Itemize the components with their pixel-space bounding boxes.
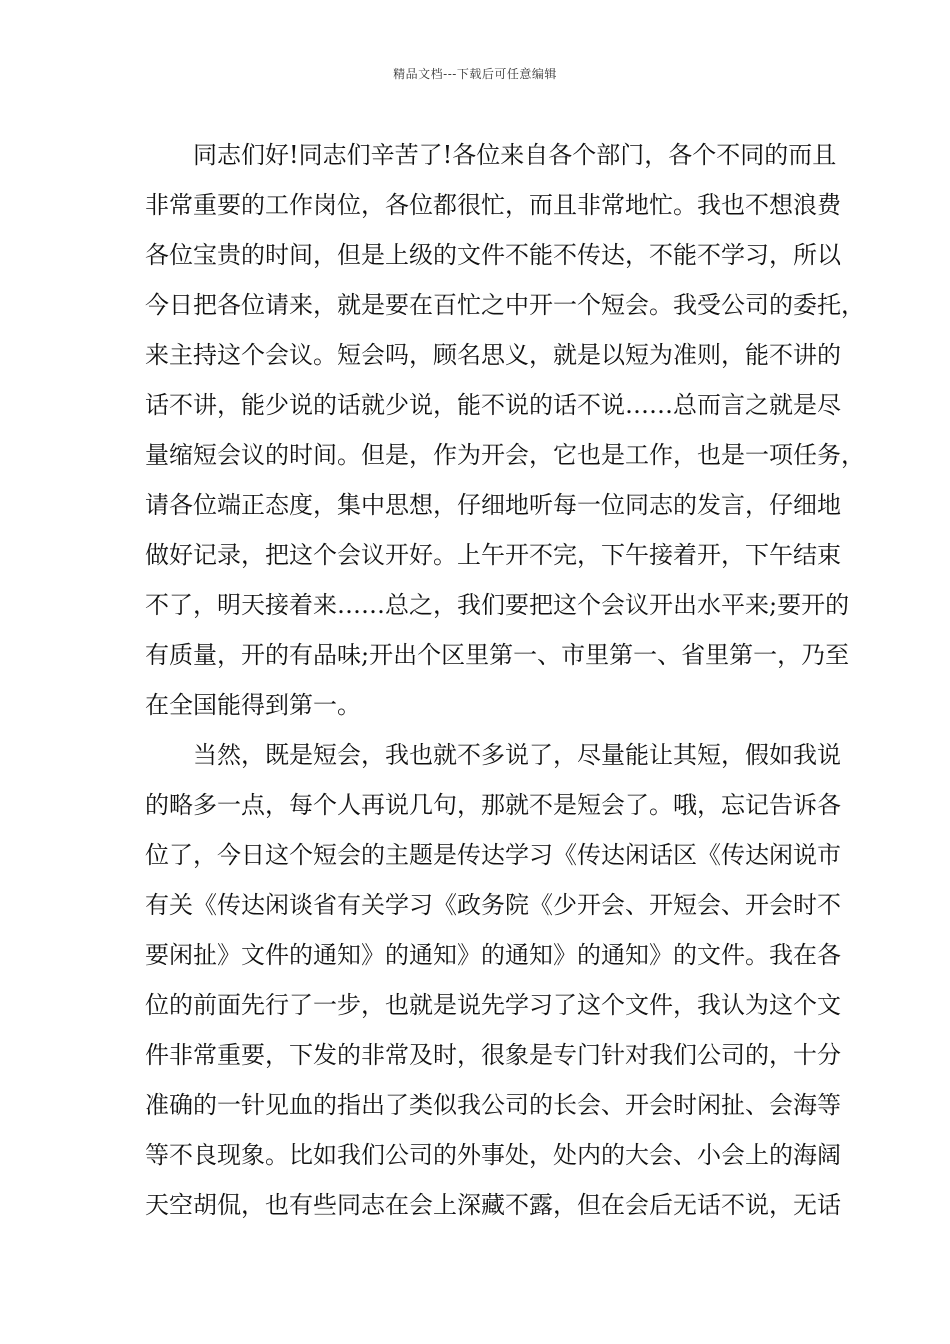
text-line: 件非常重要，下发的非常及时，很象是专门针对我们公司的，十分 [145, 1041, 841, 1069]
text-line: 天空胡侃，也有些同志在会上深藏不露，但在会后无话不说，无话 [145, 1191, 841, 1219]
page-header: 精品文档---下载后可任意编辑 [393, 67, 557, 81]
text-line: 不了，明天接着来……总之，我们要把这个会议开出水平来;要开的 [145, 591, 850, 619]
text-line: 同志们好!同志们辛苦了!各位来自各个部门，各个不同的而且 [193, 141, 837, 169]
text-line: 请各位端正态度，集中思想，仔细地听每一位同志的发言，仔细地 [145, 491, 841, 519]
text-line: 有质量，开的有品味;开出个区里第一、市里第一、省里第一，乃至 [145, 641, 850, 669]
text-line: 各位宝贵的时间，但是上级的文件不能不传达，不能不学习，所以 [145, 241, 841, 269]
text-line: 位了，今日这个短会的主题是传达学习《传达闲话区《传达闲说市 [145, 841, 841, 869]
text-line: 在全国能得到第一。 [145, 691, 361, 719]
paragraph-2 [145, 730, 841, 1230]
text-line: 等不良现象。比如我们公司的外事处，处内的大会、小会上的海阔 [145, 1141, 841, 1169]
text-line: 位的前面先行了一步，也就是说先学习了这个文件，我认为这个文 [145, 991, 841, 1019]
text-line: 的略多一点，每个人再说几句，那就不是短会了。哦，忘记告诉各 [145, 791, 841, 819]
text-line: 来主持这个会议。短会吗，顾名思义，就是以短为准则，能不讲的 [145, 341, 841, 369]
document-body [145, 130, 865, 1230]
text-line: 量缩短会议的时间。但是，作为开会，它也是工作，也是一项任务， [145, 441, 865, 469]
text-line: 有关《传达闲谈省有关学习《政务院《少开会、开短会、开会时不 [145, 891, 841, 919]
text-line: 做好记录，把这个会议开好。上午开不完，下午接着开，下午结束 [145, 541, 841, 569]
text-line: 准确的一针见血的指出了类似我公司的长会、开会时闲扯、会海等 [145, 1091, 841, 1119]
text-line: 今日把各位请来，就是要在百忙之中开一个短会。我受公司的委托， [145, 291, 865, 319]
text-line: 当然，既是短会，我也就不多说了，尽量能让其短，假如我说 [193, 741, 841, 769]
paragraph-1 [145, 130, 865, 730]
text-line: 非常重要的工作岗位，各位都很忙，而且非常地忙。我也不想浪费 [145, 191, 841, 219]
text-line: 话不讲，能少说的话就少说，能不说的话不说……总而言之就是尽 [145, 391, 841, 419]
text-line: 要闲扯》文件的通知》的通知》的通知》的通知》的文件。我在各 [145, 941, 841, 969]
